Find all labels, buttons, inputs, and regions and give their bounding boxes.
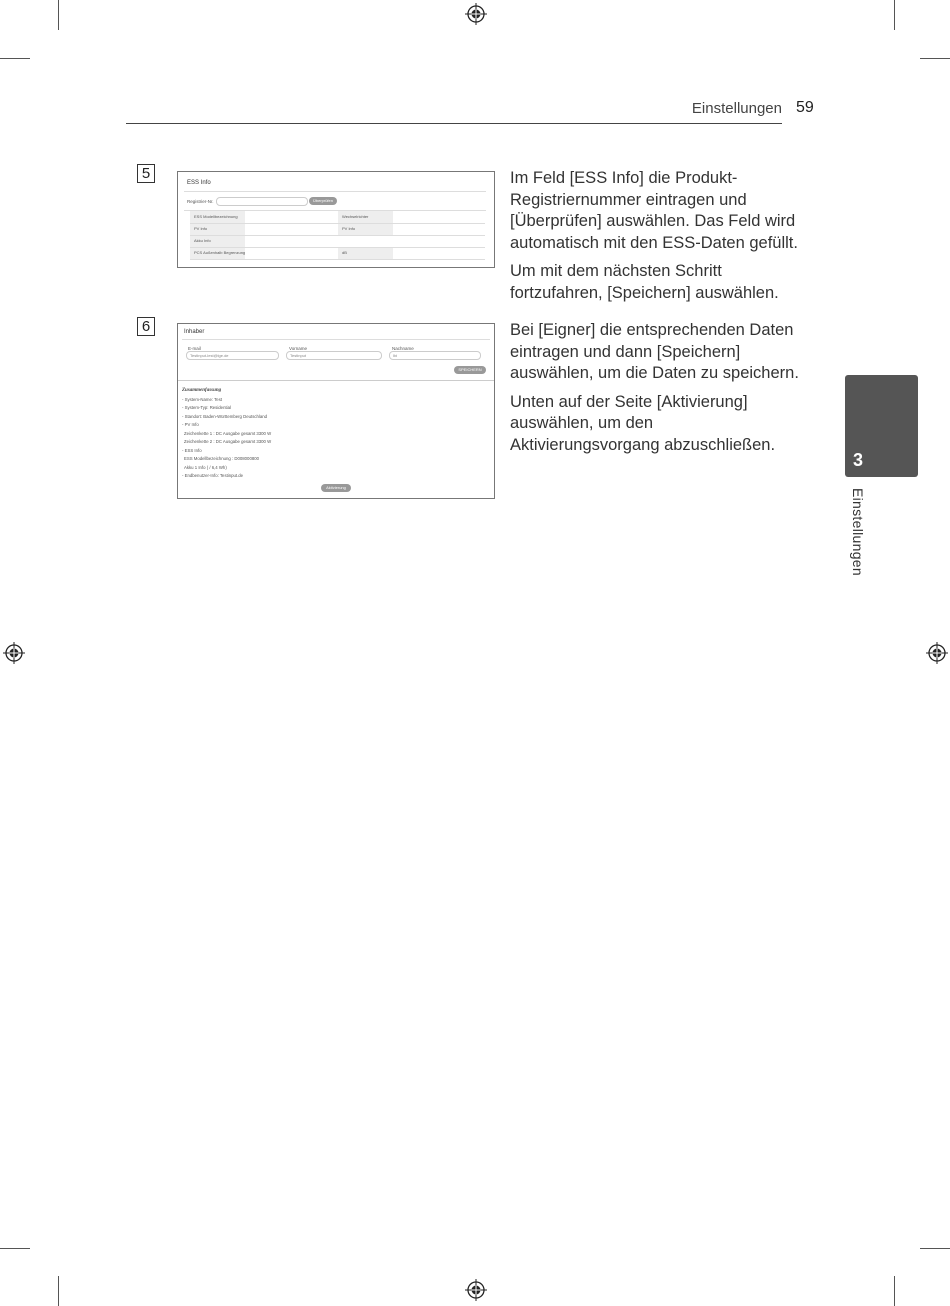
field-label: E-mail [188,346,201,351]
crop-mark [894,1276,895,1306]
chapter-label: Einstellungen [850,488,866,576]
divider [184,191,486,192]
summary-line: - System-Name: Test [182,397,223,402]
row-label: Wechselrichter [342,214,369,219]
row-divider [190,247,485,248]
step-number-5: 5 [137,164,155,183]
paragraph: Um mit dem nächsten Schritt fortzufahren, [Speichern] auswählen. [510,262,779,302]
row-divider [190,259,485,260]
row-label: PV Info [194,226,208,231]
row-divider [190,235,485,236]
crop-mark [58,1276,59,1306]
summary-title: Zusammenfassung [182,388,222,393]
step-5-description [510,168,800,311]
field-label: Vorname [289,346,308,351]
section-title: Einstellungen [691,100,782,117]
summary-line: - System-Typ: Residential [182,405,231,410]
ess-info-screenshot [177,171,495,268]
save-button[interactable]: SPEICHERN [454,366,486,374]
step-number-6: 6 [137,317,155,336]
field-label: Nachname [392,346,414,351]
paragraph: Unten auf der Seite [Aktivierung] auswählen, um den Aktivierungsvorgang abzuschließen. [510,392,776,454]
row-label: ESS Modellbezeichnung [194,214,238,219]
summary-line: Akku 1 Info ( / 6,4 Wh) [184,465,227,470]
field-value: Testinput-lest@lge.de [190,353,229,358]
activate-button[interactable]: Aktivierung [321,484,351,492]
page-number: 59 [796,99,814,116]
chapter-number: 3 [853,450,864,470]
summary-line: ESS Modellbezeichnung : D008000800 [184,456,260,461]
summary-line: Zeichenkette 1 : DC Ausgabe gesamt 3300 W [184,431,272,436]
email-field[interactable] [186,351,279,360]
first-name-field[interactable] [286,351,382,360]
summary-line: - PV Info [182,422,199,427]
row-label: dB [342,250,347,255]
summary-line: - ESS Info [182,448,202,453]
step-6-description [510,320,800,463]
crop-mark [894,0,895,30]
registration-mark-icon [3,642,25,664]
reg-number-input[interactable] [216,197,308,206]
row-divider [190,223,485,224]
crop-mark [58,0,59,30]
divider [182,339,490,340]
paragraph: Im Feld [ESS Info] die Produkt-Registriernummer eintragen und [Überprüfen] auswählen. Das Feld wird automatisch mit den ESS-Daten gefüllt. [510,169,798,252]
crop-mark [920,58,950,59]
registration-mark-icon [926,642,948,664]
ess-info-title: ESS Info [187,180,211,186]
registration-mark-icon [465,3,487,25]
summary-line: - Standort: Baden-Württemberg Deutschland [182,414,268,419]
owner-title: Inhaber [184,329,205,335]
field-value: Ibi [393,353,398,358]
registration-mark-icon [465,1279,487,1301]
row-label: PV Info [342,226,356,231]
last-name-field[interactable] [389,351,481,360]
check-button[interactable]: Überprüfen [309,197,337,205]
row-label: Akku Info [194,238,211,243]
owner-screenshot [177,323,495,499]
paragraph: Bei [Eigner] die entsprechenden Daten eintragen und dann [Speichern] auswählen, um die Daten zu speichern. [510,321,799,382]
divider [178,380,494,381]
crop-mark [0,58,30,59]
summary-line: - Endbenutzer-Info: Testinput.de [182,473,244,478]
header-rule [126,123,782,124]
reg-label: Registrier-Nr. [187,199,214,204]
row-label: PCS Außenhalb Begrenzung [194,250,246,255]
summary-line: Zeichenkette 2 : DC Ausgabe gesamt 3300 W [184,439,272,444]
crop-mark [0,1248,30,1249]
field-value: Testinput [290,353,307,358]
crop-mark [920,1248,950,1249]
